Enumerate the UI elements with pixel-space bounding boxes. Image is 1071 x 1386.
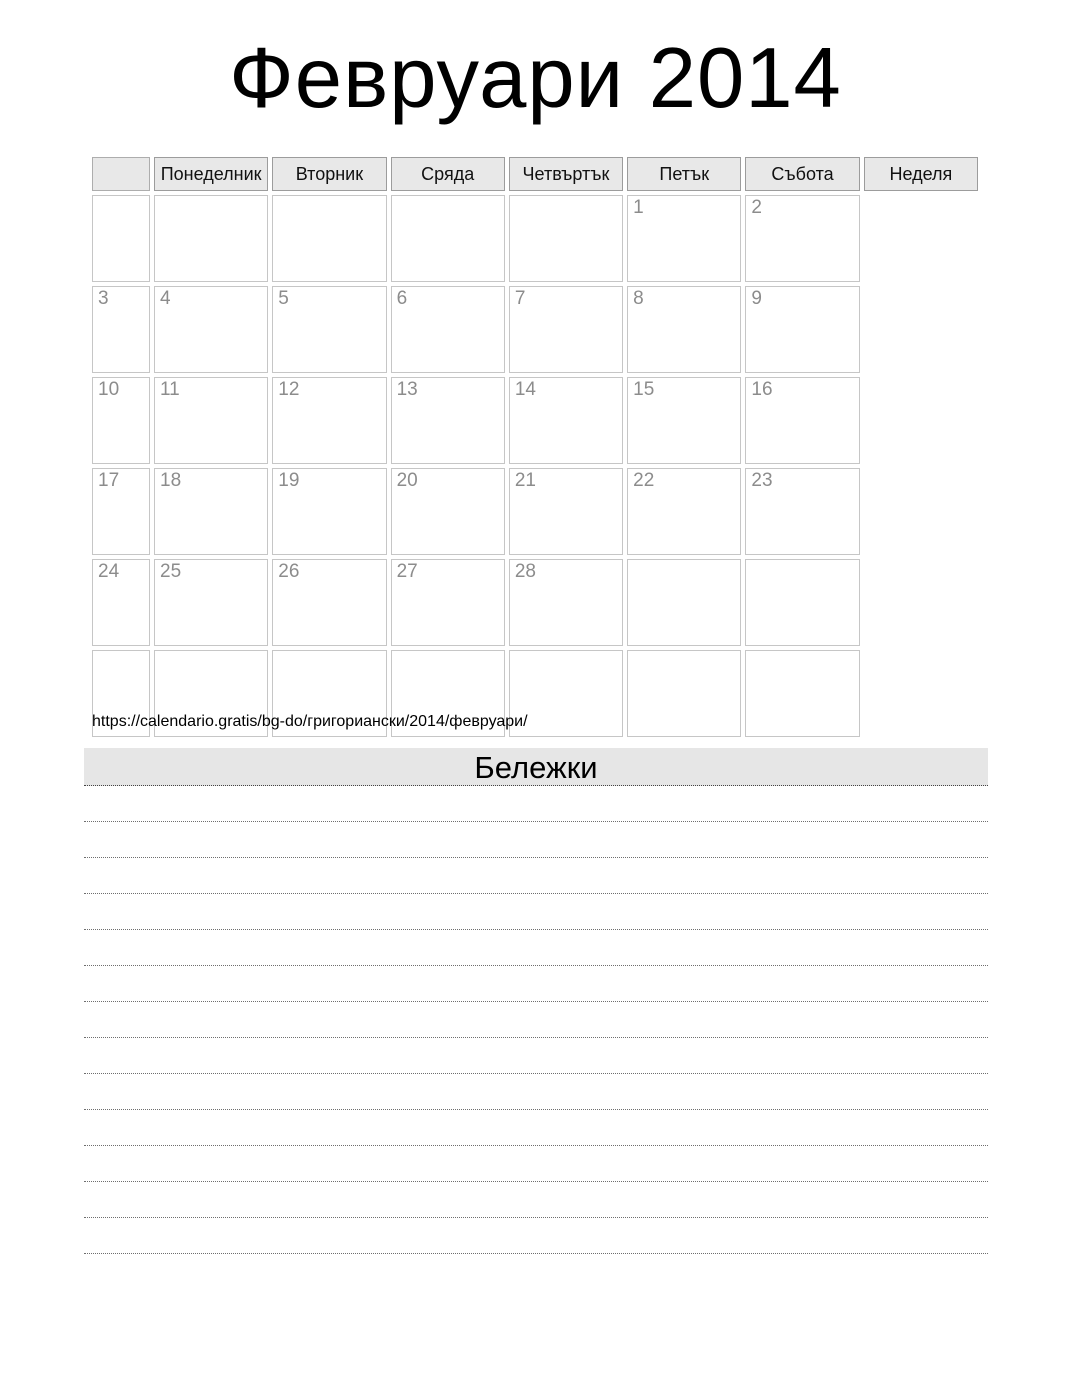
- note-line: [84, 786, 988, 822]
- day-header-6: Неделя: [864, 157, 978, 191]
- note-line: [84, 1146, 988, 1182]
- calendar-table: [88, 153, 982, 741]
- calendar-day-cell: [745, 195, 859, 282]
- note-line: [84, 966, 988, 1002]
- calendar-day-cell: [154, 377, 268, 464]
- note-line: [84, 930, 988, 966]
- day-number: 26: [278, 561, 300, 582]
- day-number: 19: [278, 470, 300, 491]
- day-header-1: Вторник: [272, 157, 386, 191]
- day-number: 14: [514, 379, 536, 400]
- calendar-day-cell: [92, 195, 150, 282]
- calendar-day-cell: [92, 286, 150, 373]
- source-url-text: https://calendario.gratis/bg-do/григориански/2014/февруари/: [92, 713, 528, 730]
- calendar-day-cell: [272, 195, 386, 282]
- notes-lines-area: [84, 786, 988, 1254]
- calendar-week-row-3: [92, 468, 978, 555]
- calendar-day-cell: [627, 650, 741, 737]
- day-number: 8: [633, 288, 644, 309]
- calendar-day-cell: [627, 286, 741, 373]
- day-number: 1: [633, 197, 644, 218]
- calendar-day-cell: [272, 286, 386, 373]
- calendar-day-cell: [509, 559, 623, 646]
- note-line: [84, 1038, 988, 1074]
- day-number: 22: [633, 470, 655, 491]
- calendar-day-cell: [509, 468, 623, 555]
- calendar-day-cell: [391, 468, 505, 555]
- calendar-day-cell: [627, 559, 741, 646]
- note-line: [84, 858, 988, 894]
- calendar-day-cell: [509, 195, 623, 282]
- day-number: 23: [751, 470, 773, 491]
- note-line: [84, 894, 988, 930]
- calendar-day-cell: [745, 650, 859, 737]
- day-number: 7: [514, 288, 526, 309]
- day-number: 2: [751, 197, 762, 218]
- calendar-day-cell: [509, 286, 623, 373]
- day-header-2: Сряда: [391, 157, 505, 191]
- day-number: 27: [396, 561, 418, 582]
- calendar-day-cell: [272, 559, 386, 646]
- note-line: [84, 822, 988, 858]
- calendar-day-cell: [154, 559, 268, 646]
- calendar-week-row-0: [92, 195, 978, 282]
- note-line: [84, 1218, 988, 1254]
- day-number: 9: [751, 288, 762, 309]
- calendar-day-cell: [745, 377, 859, 464]
- day-number: 20: [396, 470, 418, 491]
- day-number: 5: [278, 288, 289, 309]
- calendar-day-cell: [154, 468, 268, 555]
- day-number: 16: [751, 379, 773, 400]
- calendar-day-cell: [92, 559, 150, 646]
- day-number: 28: [514, 561, 536, 582]
- day-header-5: Събота: [745, 157, 859, 191]
- calendar-day-cell: [391, 377, 505, 464]
- week-strip: [92, 157, 150, 191]
- day-header-4: Петък: [627, 157, 741, 191]
- note-line: [84, 1074, 988, 1110]
- calendar-day-cell: [745, 286, 859, 373]
- day-number: 13: [396, 379, 418, 400]
- calendar-day-cell: [272, 468, 386, 555]
- note-line: [84, 1182, 988, 1218]
- day-number: 12: [278, 379, 300, 400]
- calendar-day-cell: [627, 468, 741, 555]
- calendar-day-cell: [627, 195, 741, 282]
- calendar-day-cell: [391, 195, 505, 282]
- calendar-day-cell: [154, 286, 268, 373]
- note-line: [84, 1110, 988, 1146]
- notes-title: Бележки: [474, 750, 598, 785]
- day-number: 18: [160, 470, 182, 491]
- day-number: 6: [396, 288, 408, 309]
- day-number: 24: [98, 561, 120, 582]
- day-number: 21: [514, 470, 536, 491]
- calendar-header-row: [92, 157, 978, 191]
- calendar-week-row-2: [92, 377, 978, 464]
- page-title: Февруари 2014: [229, 31, 842, 126]
- day-number: 3: [98, 288, 109, 309]
- calendar-week-row-4: [92, 559, 978, 646]
- day-number: 10: [98, 379, 120, 400]
- day-number: 11: [160, 379, 180, 400]
- calendar-day-cell: [272, 377, 386, 464]
- day-number: 15: [633, 379, 655, 400]
- calendar-day-cell: [745, 468, 859, 555]
- day-number: 25: [160, 561, 182, 582]
- calendar-day-cell: [391, 559, 505, 646]
- calendar-day-cell: [391, 286, 505, 373]
- day-header-0: Понеделник: [154, 157, 268, 191]
- calendar-day-cell: [627, 377, 741, 464]
- calendar-day-cell: [509, 377, 623, 464]
- day-header-3: Четвъртък: [509, 157, 623, 191]
- calendar-day-cell: [745, 559, 859, 646]
- calendar-day-cell: [154, 195, 268, 282]
- calendar-day-cell: [92, 377, 150, 464]
- day-number: 17: [98, 470, 120, 491]
- note-line: [84, 1002, 988, 1038]
- calendar-week-row-1: [92, 286, 978, 373]
- calendar-day-cell: [92, 468, 150, 555]
- notes-header-bar: [84, 748, 988, 786]
- day-number: 4: [160, 288, 171, 309]
